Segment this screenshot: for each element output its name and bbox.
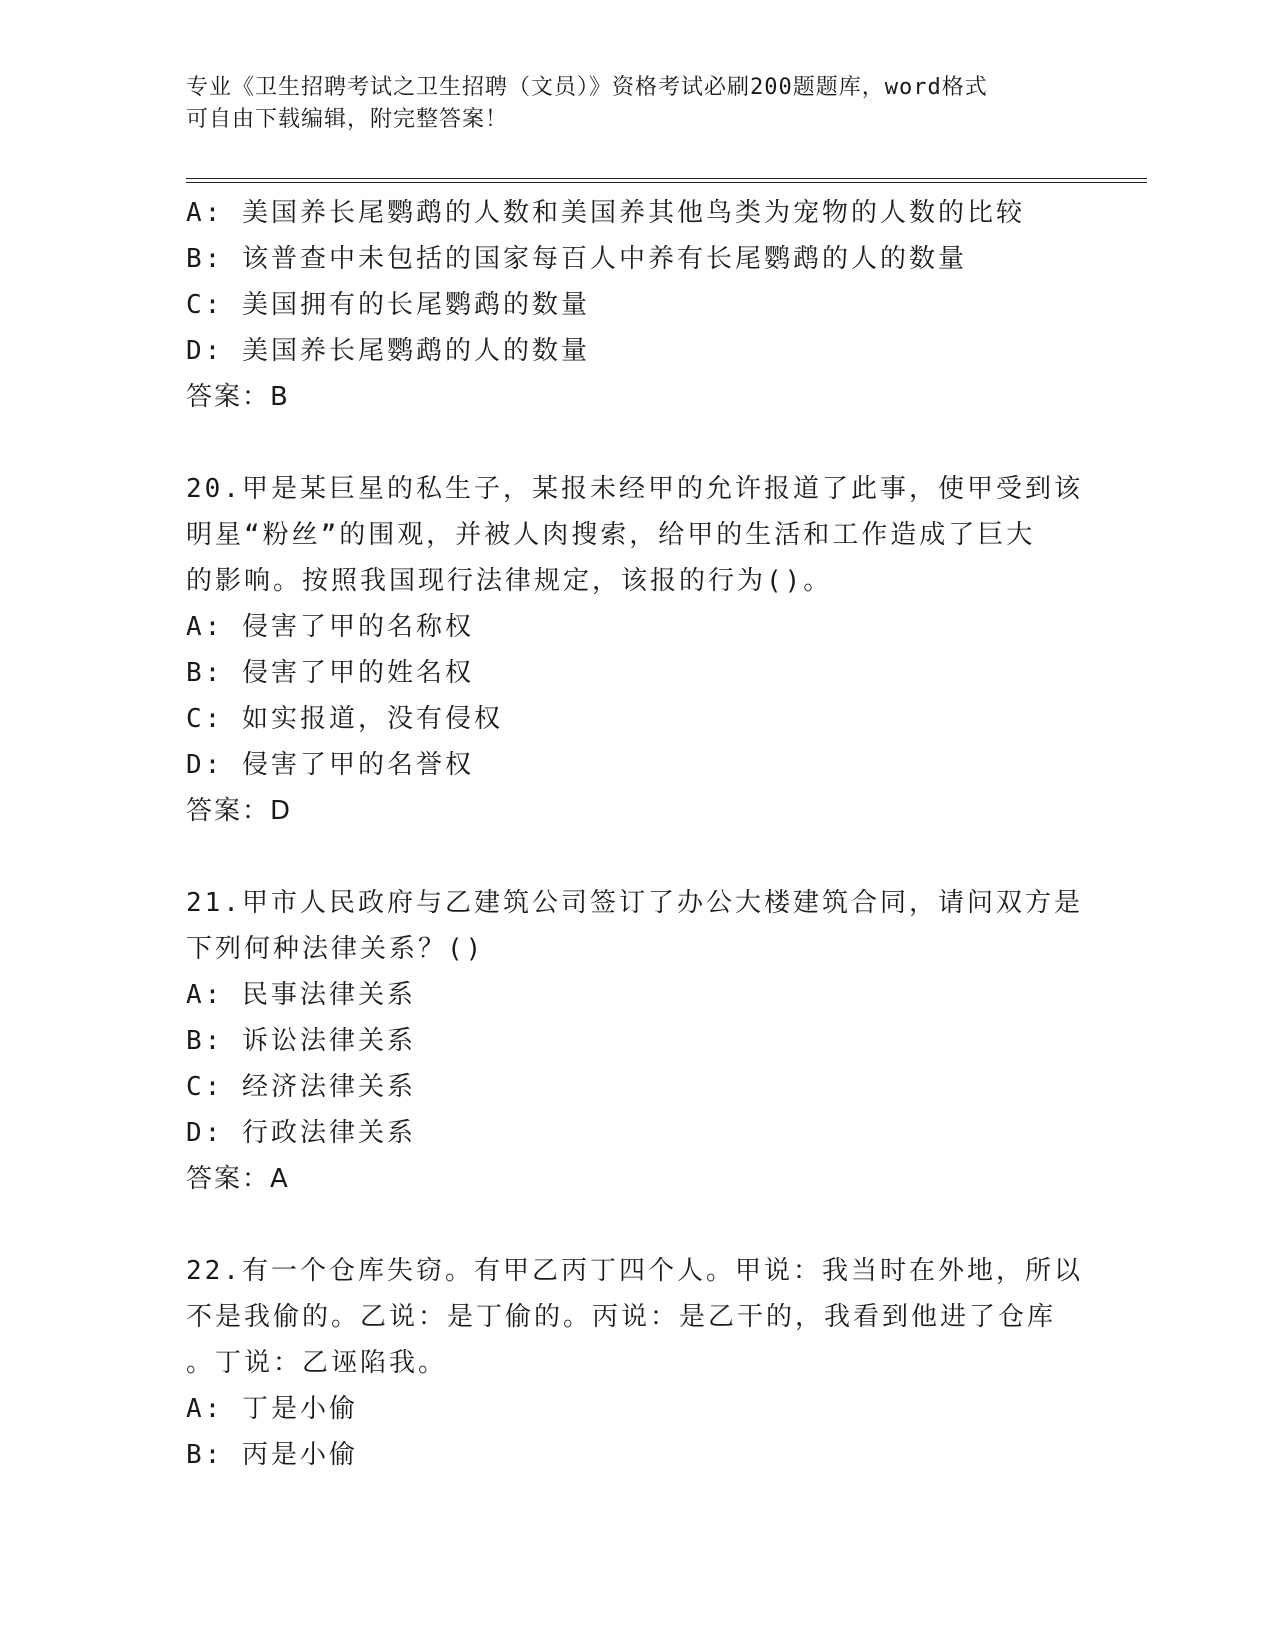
option-b: B: 侵害了甲的姓名权 (186, 658, 474, 688)
question-20 (186, 466, 1086, 834)
question-text: 不是我偷的。乙说：是丁偷的。丙说：是乙干的，我看到他进了仓库 (186, 1302, 1057, 1332)
question-text: 22.有一个仓库失窃。有甲乙丙丁四个人。甲说：我当时在外地，所以 (186, 1256, 1083, 1286)
option-b: B: 该普查中未包括的国家每百人中养有长尾鹦鹉的人的数量 (186, 244, 967, 274)
spacer (186, 1202, 1086, 1248)
option-b: B: 诉讼法律关系 (186, 1026, 416, 1056)
question-text: 。丁说：乙诬陷我。 (186, 1348, 448, 1378)
option-a: A: 民事法律关系 (186, 980, 416, 1010)
option-d: D: 侵害了甲的名誉权 (186, 750, 474, 780)
question-text: 明星“粉丝”的围观，并被人肉搜索，给甲的生活和工作造成了巨大 (186, 520, 1036, 550)
answer: 答案：A (186, 1164, 290, 1194)
question-22 (186, 1248, 1086, 1478)
header-line-1: 专业《卫生招聘考试之卫生招聘（文员）》资格考试必刷200题题库，word格式 (186, 75, 988, 100)
option-c: C: 如实报道，没有侵权 (186, 704, 503, 734)
option-b: B: 丙是小偷 (186, 1440, 358, 1470)
option-a: A: 美国养长尾鹦鹉的人数和美国养其他鸟类为宠物的人数的比较 (186, 198, 1025, 228)
spacer (186, 834, 1086, 880)
answer: 答案：B (186, 382, 290, 412)
question-21 (186, 880, 1086, 1202)
header-line-2: 可自由下载编辑，附完整答案！ (186, 107, 509, 132)
question-text: 下列何种法律关系？() (186, 934, 485, 964)
answer: 答案：D (186, 796, 293, 826)
question-text: 的影响。按照我国现行法律规定，该报的行为()。 (186, 566, 833, 596)
option-d: D: 行政法律关系 (186, 1118, 416, 1148)
option-c: C: 美国拥有的长尾鹦鹉的数量 (186, 290, 590, 320)
option-d: D: 美国养长尾鹦鹉的人的数量 (186, 336, 590, 366)
option-c: C: 经济法律关系 (186, 1072, 416, 1102)
question-19 (186, 190, 1086, 420)
option-a: A: 侵害了甲的名称权 (186, 612, 474, 642)
header-divider (186, 178, 1147, 183)
document-header (186, 72, 1086, 136)
question-text: 21.甲市人民政府与乙建筑公司签订了办公大楼建筑合同，请问双方是 (186, 888, 1083, 918)
spacer (186, 420, 1086, 466)
question-text: 20.甲是某巨星的私生子，某报未经甲的允许报道了此事，使甲受到该 (186, 474, 1083, 504)
question-content (186, 190, 1086, 1478)
option-a: A: 丁是小偷 (186, 1394, 358, 1424)
